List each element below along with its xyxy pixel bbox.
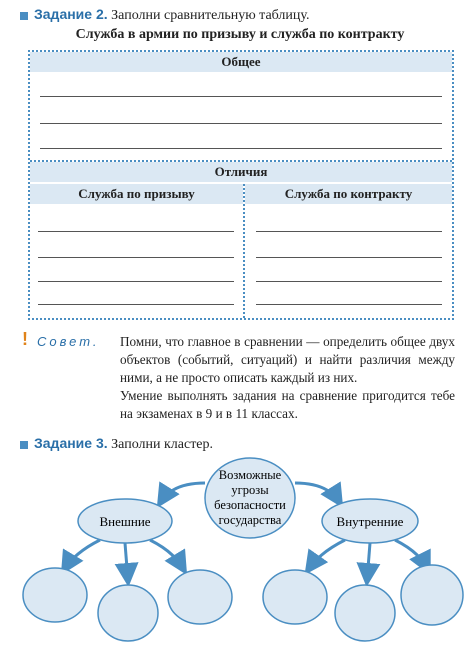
arrow-to-external bbox=[160, 483, 205, 503]
exclamation-icon: ! bbox=[22, 329, 28, 349]
task3-label: Задание 3. bbox=[34, 435, 108, 451]
advice-paragraph-1: Помни, что главное в сравнении — определить общее двух объектов (событий, ситуаций) и найти различия между ними, а не просто описать каждый из них. bbox=[120, 334, 455, 385]
common-header: Общее bbox=[30, 52, 452, 72]
conscription-line-3[interactable] bbox=[38, 281, 234, 282]
arrow-internal-1 bbox=[308, 540, 345, 570]
external-answer-2[interactable] bbox=[98, 585, 158, 641]
external-label: Внешние bbox=[99, 514, 151, 529]
advice-text bbox=[120, 333, 455, 423]
external-answer-3[interactable] bbox=[168, 570, 232, 624]
arrow-external-3 bbox=[150, 540, 184, 570]
task3-instruction: Заполни кластер. bbox=[111, 437, 214, 452]
advice-paragraph-2: Умение выполнять задания на сравнение пригодится тебе на экзаменах в 9 и в 11 классах. bbox=[120, 388, 455, 421]
comparison-table bbox=[28, 50, 454, 320]
contract-line-1[interactable] bbox=[256, 231, 442, 232]
internal-label: Внутренние bbox=[336, 514, 404, 529]
internal-answer-2[interactable] bbox=[335, 585, 395, 641]
contract-line-4[interactable] bbox=[256, 304, 442, 305]
advice-label: Совет. bbox=[37, 334, 100, 349]
diff-header: Отличия bbox=[30, 162, 452, 182]
cluster-diagram bbox=[0, 455, 470, 655]
conscription-line-1[interactable] bbox=[38, 231, 234, 232]
contract-line-3[interactable] bbox=[256, 281, 442, 282]
column-divider bbox=[243, 184, 245, 318]
external-answer-1[interactable] bbox=[23, 568, 87, 622]
task2-instruction: Заполни сравнительную таблицу. bbox=[111, 8, 310, 23]
conscription-line-4[interactable] bbox=[38, 304, 234, 305]
contract-line-2[interactable] bbox=[256, 257, 442, 258]
square-bullet-icon bbox=[20, 12, 28, 20]
table-title: Служба в армии по призыву и служба по контракту bbox=[75, 27, 405, 42]
task2-label: Задание 2. bbox=[34, 6, 108, 22]
center-line-1: Возможные bbox=[218, 468, 282, 482]
task3-heading bbox=[20, 435, 213, 453]
center-line-3: безопасности bbox=[214, 498, 286, 512]
arrow-external-2 bbox=[125, 543, 128, 581]
arrow-internal-2 bbox=[367, 543, 370, 581]
col-header-contract: Служба по контракту bbox=[245, 184, 452, 204]
conscription-line-2[interactable] bbox=[38, 257, 234, 258]
internal-answer-1[interactable] bbox=[263, 570, 327, 624]
col-header-conscription: Служба по призыву bbox=[30, 184, 243, 204]
square-bullet-icon bbox=[20, 441, 28, 449]
common-line-1[interactable] bbox=[40, 96, 442, 97]
common-line-3[interactable] bbox=[40, 148, 442, 149]
task2-heading bbox=[20, 6, 310, 24]
arrow-external-1 bbox=[64, 540, 100, 570]
center-line-4: государства bbox=[218, 513, 282, 527]
center-line-2: угрозы bbox=[231, 483, 269, 497]
internal-answer-3[interactable] bbox=[401, 565, 463, 625]
arrow-to-internal bbox=[295, 483, 340, 503]
common-line-2[interactable] bbox=[40, 123, 442, 124]
